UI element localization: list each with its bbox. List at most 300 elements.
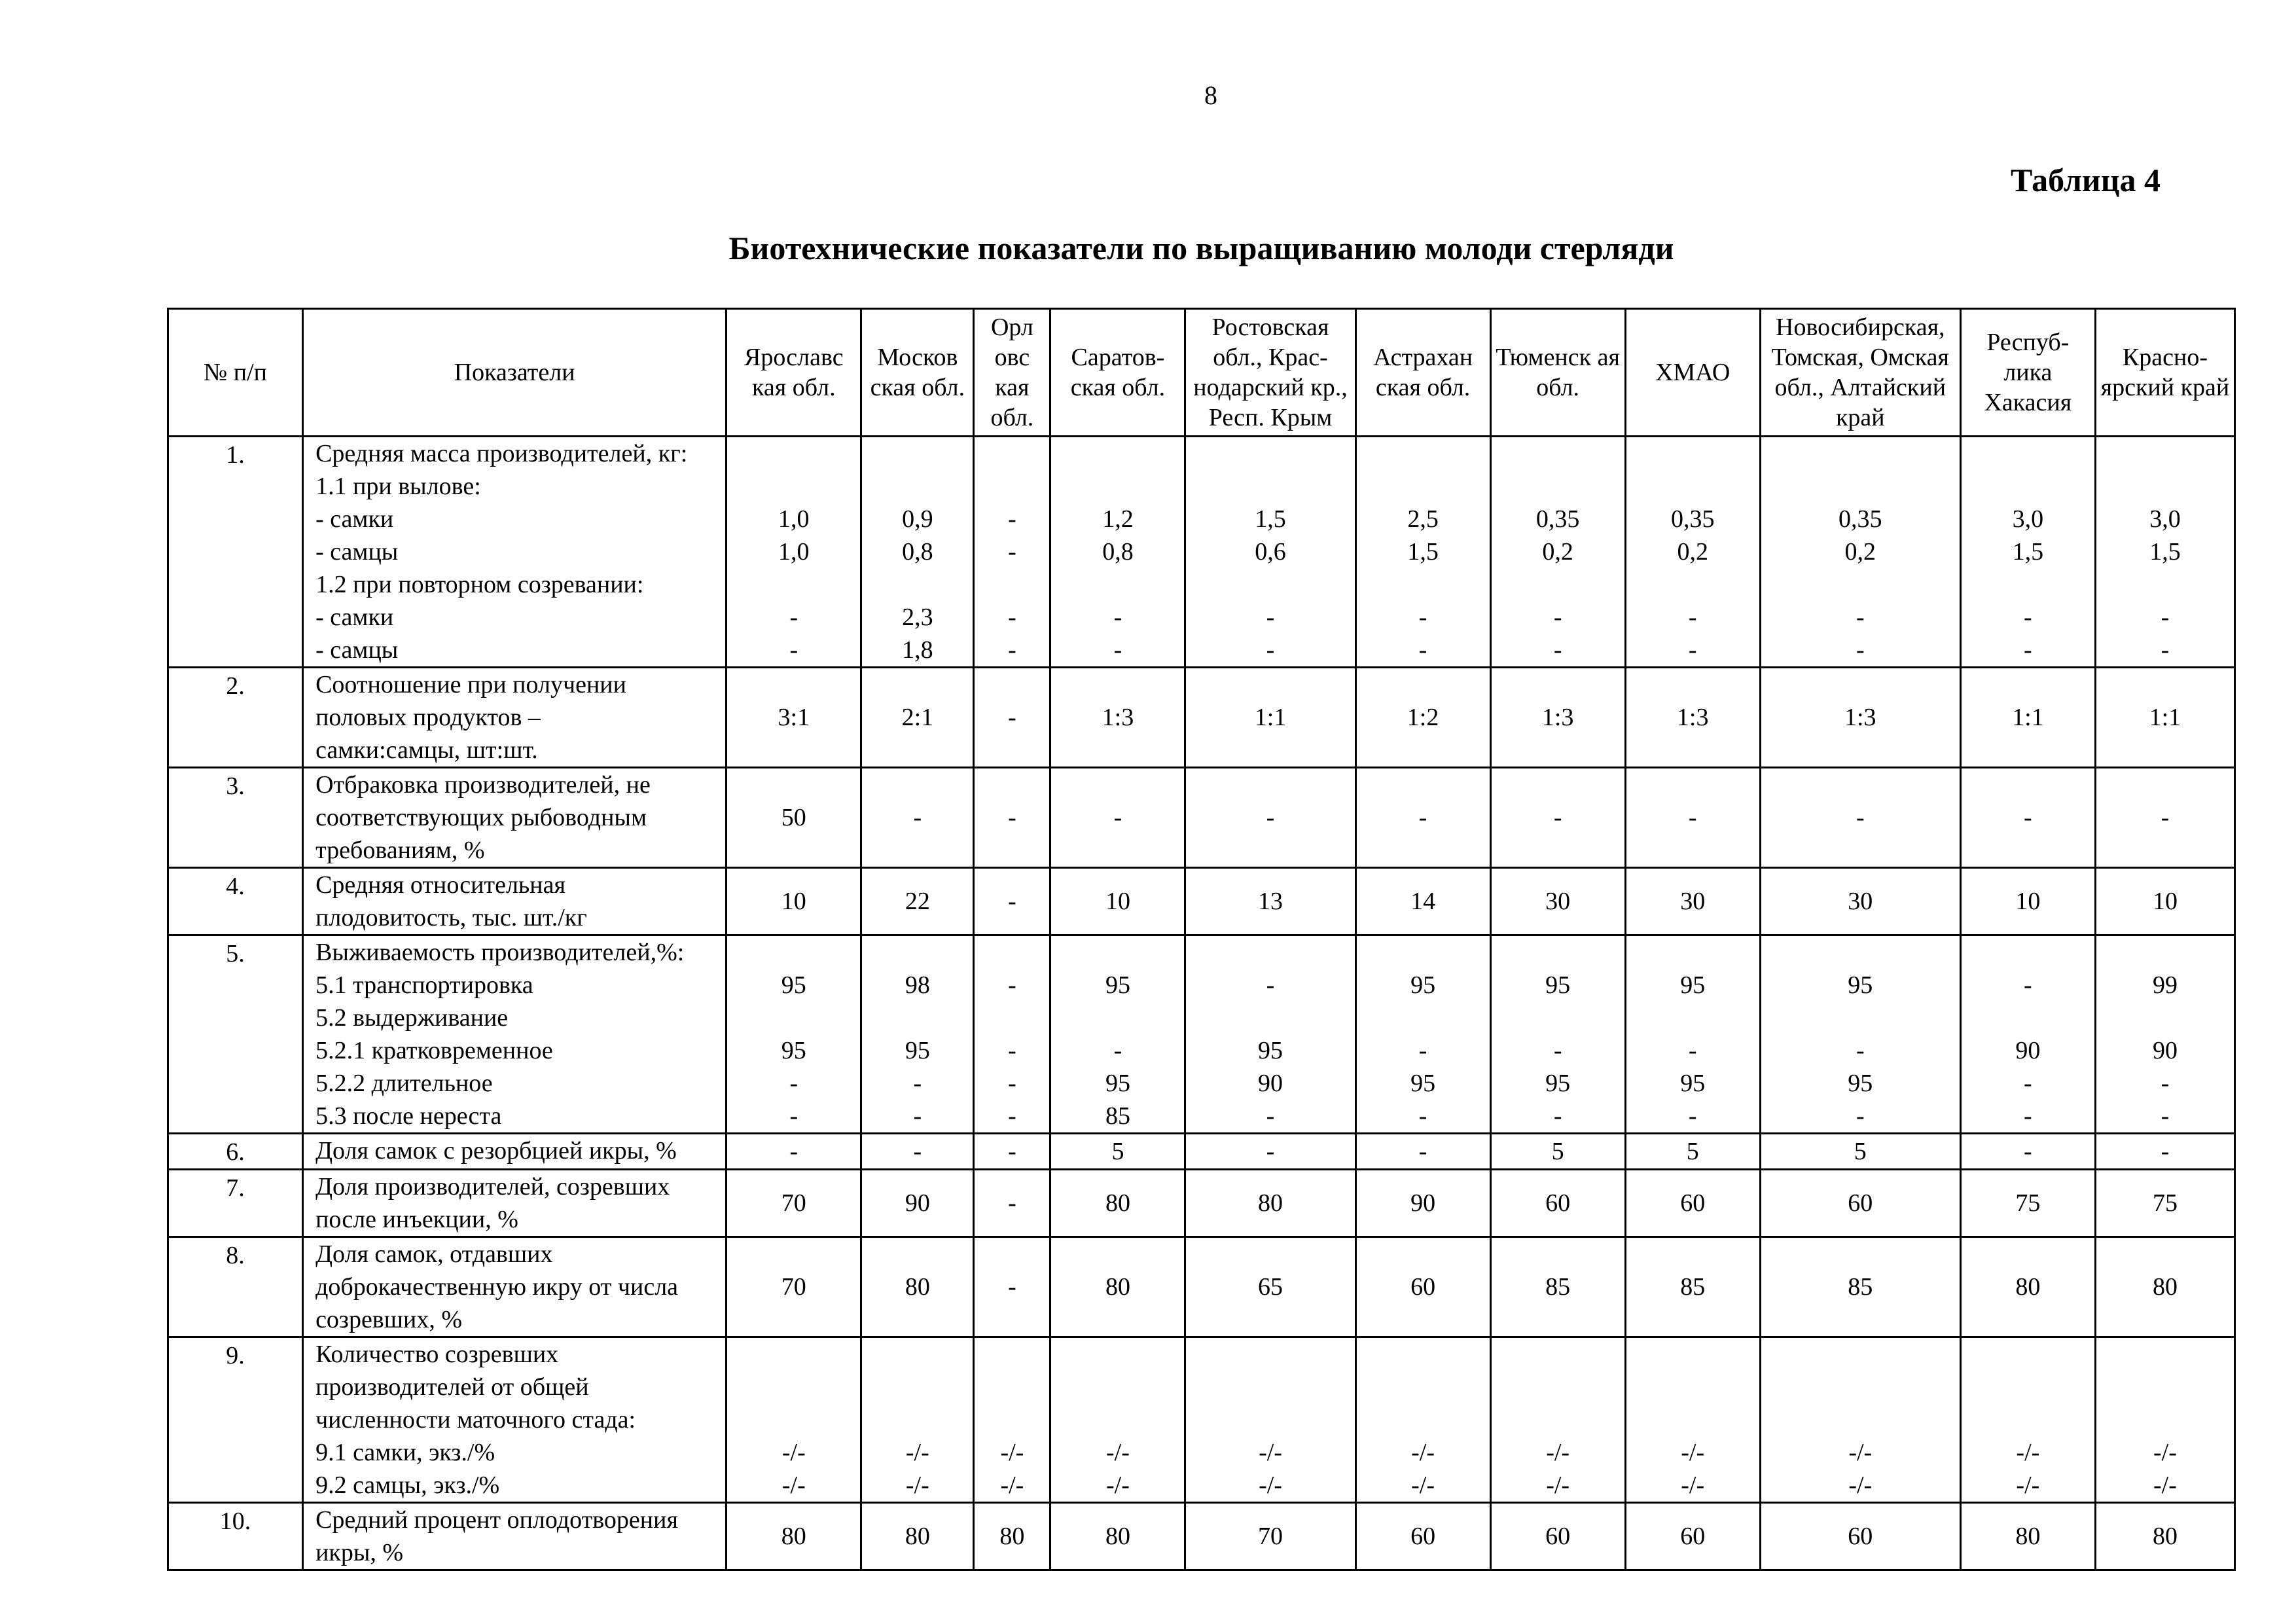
value-line: -: [1418, 1037, 1427, 1064]
value-line: 22: [905, 888, 930, 915]
value-line: 1,5: [1255, 505, 1286, 533]
value-cell: [1760, 437, 1960, 668]
value-line: 1,5: [1407, 538, 1439, 566]
value-line: -: [2161, 1070, 2170, 1097]
header-cell-khakassia: Респуб-лика Хакасия: [1960, 309, 2095, 437]
value-line: 10: [2015, 888, 2041, 915]
value-cell: [1185, 868, 1355, 935]
indicator-line: икры, %: [315, 1539, 404, 1566]
value-line: -: [1418, 1138, 1427, 1165]
value-line: 0,35: [1535, 505, 1580, 533]
value-cell: [1625, 1170, 1760, 1237]
value-line: [1630, 437, 1755, 470]
value-cell: [1355, 935, 1490, 1134]
value-line: 70: [781, 1273, 806, 1301]
value-line: -/-: [1000, 1439, 1024, 1466]
value-line: 85: [1680, 1273, 1706, 1301]
value-line: 0,35: [1670, 505, 1715, 533]
table-row: [168, 868, 2235, 935]
value-line: [978, 1338, 1045, 1371]
value-line: -: [1418, 604, 1427, 631]
value-line: [1965, 1371, 2090, 1403]
value-cell: [1185, 1170, 1355, 1237]
value-cell: [1760, 868, 1960, 935]
value-line: 3:1: [778, 704, 810, 731]
document-title: Биотехнические показатели по выращиванию молоди стерляди: [728, 230, 1674, 266]
value-line: -/-: [905, 1439, 929, 1466]
value-line: [1361, 1371, 1486, 1403]
value-cell: [1185, 768, 1355, 868]
value-cell: [1760, 1337, 1960, 1503]
value-line: [1361, 1338, 1486, 1371]
page-number: 8: [1204, 81, 1217, 110]
indicator-line: самки:самцы, шт:шт.: [315, 736, 538, 764]
value-line: 90: [2152, 1037, 2178, 1064]
indicator-line: 9.1 самки, экз./%: [315, 1439, 495, 1466]
value-line: [1965, 470, 2090, 503]
value-line: 0,35: [1839, 505, 1882, 533]
table-label: Таблица 4: [2010, 162, 2161, 198]
indicator-line: 5.2 выдерживание: [315, 1004, 509, 1032]
value-line: 1,2: [1102, 505, 1134, 533]
value-line: [978, 1001, 1045, 1034]
value-line: -: [913, 804, 922, 831]
value-line: -: [1553, 1102, 1562, 1130]
value-line: [1055, 1371, 1180, 1403]
value-line: -: [1008, 1070, 1016, 1097]
value-line: 95: [1105, 971, 1130, 999]
value-cell: [2095, 1170, 2234, 1237]
value-line: -: [1266, 804, 1275, 831]
value-line: [1965, 936, 2090, 969]
value-line: 1:1: [2012, 704, 2044, 731]
value-cell: [1185, 1337, 1355, 1503]
value-cell: [861, 1337, 974, 1503]
row-number-cell: 7.: [168, 1170, 303, 1237]
table-row: [168, 668, 2235, 768]
value-line: -: [2024, 804, 2032, 831]
value-line: 70: [1258, 1523, 1283, 1550]
value-line: [866, 437, 969, 470]
header-cell-num: № п/п: [168, 309, 303, 437]
table-body: [168, 437, 2235, 1570]
value-line: [1965, 568, 2090, 601]
value-cell: [974, 668, 1050, 768]
value-line: 5: [1686, 1138, 1699, 1165]
value-line: [1055, 936, 1180, 969]
value-line: [1765, 1001, 1956, 1034]
value-line: -: [1553, 604, 1562, 631]
value-cell: [1185, 437, 1355, 668]
value-line: [1361, 568, 1486, 601]
value-cell: [1355, 1134, 1490, 1170]
value-line: [1765, 470, 1956, 503]
value-cell: [1625, 868, 1760, 935]
value-line: [1361, 1001, 1486, 1034]
value-line: 85: [1848, 1273, 1873, 1301]
value-cell: [861, 668, 974, 768]
value-cell: [1490, 935, 1625, 1134]
value-line: [1190, 936, 1350, 969]
value-line: -: [1266, 1102, 1275, 1130]
indicator-line: половых продуктов –: [315, 704, 541, 731]
value-cell: [861, 437, 974, 668]
value-line: [978, 470, 1045, 503]
value-line: 10: [1105, 888, 1130, 915]
indicator-line: требованиям, %: [315, 837, 485, 864]
value-cell: [1760, 768, 1960, 868]
value-cell: [861, 868, 974, 935]
value-line: -: [2161, 604, 2170, 631]
value-line: 60: [1410, 1273, 1436, 1301]
value-line: [1496, 1001, 1621, 1034]
value-line: -: [1418, 804, 1427, 831]
table-row: [168, 437, 2235, 668]
value-cell: [1185, 668, 1355, 768]
row-number-cell: 1.: [168, 437, 303, 668]
value-cell: [1050, 437, 1185, 668]
value-cell: [2095, 1237, 2234, 1337]
value-line: -/-: [2153, 1471, 2177, 1499]
value-line: -: [1418, 636, 1427, 664]
indicator-line: Средний процент оплодотворения: [315, 1506, 678, 1534]
indicator-line: 1.1 при вылове:: [315, 473, 481, 500]
value-line: -: [789, 1138, 798, 1165]
indicator-line: плодовитость, тыс. шт./кг: [315, 904, 587, 931]
value-line: [1055, 1403, 1180, 1436]
value-cell: [974, 768, 1050, 868]
value-line: 5: [1111, 1138, 1124, 1165]
indicator-line: Доля производителей, созревших: [315, 1173, 670, 1200]
indicator-line: 5.3 после нереста: [315, 1102, 502, 1130]
value-line: 95: [781, 1037, 806, 1064]
value-line: [2100, 470, 2230, 503]
indicator-line: 5.1 транспортировка: [315, 971, 533, 999]
value-cell: [1185, 1134, 1355, 1170]
value-line: 80: [2152, 1273, 2178, 1301]
value-cell: [726, 1170, 861, 1237]
value-line: 60: [1545, 1523, 1571, 1550]
value-line: -: [1856, 1102, 1865, 1130]
value-line: [1190, 1403, 1350, 1436]
value-cell: [1050, 1237, 1185, 1337]
value-line: 2:1: [901, 704, 934, 731]
value-cell: [974, 1134, 1050, 1170]
value-line: [2100, 936, 2230, 969]
header-cell-tyumen: Тюменск ая обл.: [1490, 309, 1625, 437]
value-cell: [1625, 1503, 1760, 1570]
value-cell: [1355, 1337, 1490, 1503]
value-line: -: [2161, 1102, 2170, 1130]
value-line: [1190, 1338, 1350, 1371]
indicator-line: Количество созревших: [315, 1341, 559, 1368]
value-line: 1,0: [778, 538, 810, 566]
value-cell: [2095, 868, 2234, 935]
value-line: 80: [781, 1523, 806, 1550]
value-line: -: [1008, 538, 1016, 566]
value-line: 1:1: [2149, 704, 2181, 731]
value-line: [978, 936, 1045, 969]
value-line: -: [1553, 804, 1562, 831]
value-line: 95: [905, 1037, 930, 1064]
value-line: 80: [1258, 1189, 1283, 1217]
header-cell-saratov: Саратов-ская обл.: [1050, 309, 1185, 437]
indicator-cell: [303, 668, 726, 768]
value-line: [1190, 470, 1350, 503]
value-cell: [1490, 668, 1625, 768]
indicator-line: соответствующих рыбоводным: [315, 804, 647, 831]
value-line: 1:2: [1407, 704, 1439, 731]
header-cell-oryol: Орл овс кая обл.: [974, 309, 1050, 437]
value-line: 80: [905, 1523, 930, 1550]
indicator-line: Доля самок с резорбцией икры, %: [315, 1137, 677, 1164]
value-line: [866, 568, 969, 601]
indicator-cell: [303, 868, 726, 935]
value-line: -/-: [1259, 1471, 1282, 1499]
value-line: -: [913, 1070, 922, 1097]
value-line: -: [1113, 804, 1122, 831]
value-line: -: [2024, 1138, 2032, 1165]
value-line: -: [1008, 604, 1016, 631]
value-line: -/-: [1411, 1471, 1435, 1499]
indicator-line: 9.2 самцы, экз./%: [315, 1471, 500, 1499]
value-line: -: [1008, 505, 1016, 533]
value-cell: [726, 1503, 861, 1570]
indicator-cell: [303, 1134, 726, 1170]
value-cell: [1625, 437, 1760, 668]
indicator-line: - самки: [315, 505, 394, 533]
value-line: -/-: [905, 1471, 929, 1499]
value-line: 75: [2015, 1189, 2041, 1217]
header-cell-astrakhan: Астрахан ская обл.: [1355, 309, 1490, 437]
value-line: [1630, 936, 1755, 969]
value-line: 95: [1258, 1037, 1283, 1064]
value-line: 80: [2152, 1523, 2178, 1550]
value-line: 80: [1105, 1273, 1130, 1301]
value-line: -: [1266, 1138, 1275, 1165]
value-cell: [1050, 935, 1185, 1134]
value-cell: [1625, 668, 1760, 768]
value-line: [731, 1338, 856, 1371]
value-line: 90: [1258, 1070, 1283, 1097]
indicator-line: созревших, %: [315, 1306, 462, 1333]
value-line: 60: [1848, 1523, 1873, 1550]
value-line: 1:3: [1102, 704, 1134, 731]
value-line: -: [1266, 604, 1275, 631]
value-cell: [1355, 868, 1490, 935]
value-line: [1630, 1403, 1755, 1436]
value-line: -/-: [1000, 1471, 1024, 1499]
value-line: -: [1113, 636, 1122, 664]
value-cell: [861, 1237, 974, 1337]
value-line: [866, 1371, 969, 1403]
row-number-cell: 10.: [168, 1503, 303, 1570]
value-cell: [1490, 768, 1625, 868]
value-cell: [1960, 768, 2095, 868]
value-line: -/-: [2016, 1439, 2040, 1466]
header-cell-indicator: Показатели: [303, 309, 726, 437]
value-cell: [1490, 1170, 1625, 1237]
value-line: -: [1688, 604, 1697, 631]
indicator-line: 5.2.1 кратковременное: [315, 1037, 553, 1064]
indicator-line: - самцы: [315, 636, 399, 664]
value-line: [1630, 568, 1755, 601]
value-line: [1496, 1338, 1621, 1371]
value-line: [1055, 470, 1180, 503]
value-cell: [1050, 1134, 1185, 1170]
value-line: 95: [1848, 1070, 1873, 1097]
value-line: -: [2161, 636, 2170, 664]
table-row: [168, 1503, 2235, 1570]
value-line: [978, 1371, 1045, 1403]
table-row: [168, 1170, 2235, 1237]
value-line: [1055, 568, 1180, 601]
row-number-cell: 3.: [168, 768, 303, 868]
value-line: 95: [1680, 1070, 1706, 1097]
value-line: [866, 1001, 969, 1034]
value-line: 60: [1680, 1189, 1706, 1217]
value-line: -: [789, 636, 798, 664]
value-line: -: [789, 1070, 798, 1097]
value-line: -/-: [1848, 1439, 1873, 1466]
value-line: -: [789, 604, 798, 631]
table-row: [168, 1134, 2235, 1170]
value-cell: [726, 868, 861, 935]
indicator-line: Средняя масса производителей, кг:: [315, 440, 688, 467]
value-line: 1:3: [1541, 704, 1574, 731]
value-line: 60: [1680, 1523, 1706, 1550]
value-cell: [1760, 1503, 1960, 1570]
value-cell: [1625, 1134, 1760, 1170]
value-cell: [1960, 1337, 2095, 1503]
value-cell: [1760, 668, 1960, 768]
value-line: -: [1008, 1138, 1016, 1165]
row-number-cell: 8.: [168, 1237, 303, 1337]
value-line: 30: [1848, 888, 1873, 915]
indicator-line: 1.2 при повторном созревании:: [315, 571, 644, 598]
indicator-line: Средняя относительная: [315, 871, 565, 899]
indicator-line: - самцы: [315, 538, 399, 566]
value-line: 0,2: [1844, 538, 1876, 566]
value-line: [1361, 437, 1486, 470]
table-row: [168, 1237, 2235, 1337]
value-line: 50: [781, 804, 806, 831]
value-line: [978, 568, 1045, 601]
value-line: [978, 437, 1045, 470]
value-line: 60: [1410, 1523, 1436, 1550]
value-line: [1190, 1371, 1350, 1403]
value-line: -/-: [1681, 1471, 1705, 1499]
value-line: 10: [781, 888, 806, 915]
value-line: 75: [2152, 1189, 2178, 1217]
value-cell: [1625, 935, 1760, 1134]
value-line: [1630, 1371, 1755, 1403]
value-line: -: [1266, 971, 1275, 999]
indicator-line: 5.2.2 длительное: [315, 1070, 493, 1097]
value-line: -: [1856, 636, 1865, 664]
value-cell: [1355, 1237, 1490, 1337]
value-line: [1765, 1371, 1956, 1403]
value-line: 13: [1258, 888, 1283, 915]
value-cell: [2095, 668, 2234, 768]
value-line: 0,8: [902, 538, 933, 566]
value-line: [2100, 1403, 2230, 1436]
value-line: [2100, 1338, 2230, 1371]
value-line: [1496, 1403, 1621, 1436]
value-cell: [861, 1170, 974, 1237]
value-line: [1496, 437, 1621, 470]
value-cell: [726, 1237, 861, 1337]
value-cell: [1050, 868, 1185, 935]
value-cell: [726, 1134, 861, 1170]
value-cell: [2095, 1134, 2234, 1170]
value-line: -: [1688, 1037, 1697, 1064]
value-line: 65: [1258, 1273, 1283, 1301]
value-cell: [974, 1503, 1050, 1570]
value-line: 80: [2015, 1273, 2041, 1301]
value-cell: [861, 768, 974, 868]
value-line: -: [2024, 1102, 2032, 1130]
value-line: 90: [905, 1189, 930, 1217]
value-cell: [1490, 1134, 1625, 1170]
value-cell: [1960, 1237, 2095, 1337]
value-line: -: [1113, 1037, 1122, 1064]
table-row: [168, 768, 2235, 868]
value-line: 80: [1105, 1189, 1130, 1217]
indicator-cell: [303, 1237, 726, 1337]
value-line: 85: [1105, 1102, 1130, 1130]
value-line: -/-: [1546, 1439, 1570, 1466]
indicator-line: численности маточного стада:: [315, 1406, 636, 1434]
value-line: -: [2024, 604, 2032, 631]
value-cell: [861, 935, 974, 1134]
value-cell: [1960, 437, 2095, 668]
value-cell: [1760, 1237, 1960, 1337]
value-line: [1361, 936, 1486, 969]
value-line: -/-: [1106, 1439, 1130, 1466]
value-line: -: [1008, 1273, 1016, 1301]
value-cell: [1960, 1134, 2095, 1170]
value-line: 3,0: [2149, 505, 2181, 533]
indicators-table: [167, 308, 2236, 1571]
value-cell: [1355, 1503, 1490, 1570]
value-line: -/-: [781, 1439, 806, 1466]
value-line: [2100, 1001, 2230, 1034]
value-cell: [1960, 1170, 2095, 1237]
value-line: -: [789, 1102, 798, 1130]
value-cell: [1355, 1170, 1490, 1237]
value-line: -: [913, 1138, 922, 1165]
value-line: 80: [999, 1523, 1025, 1550]
value-line: [1765, 936, 1956, 969]
value-cell: [1960, 935, 2095, 1134]
value-line: 2,5: [1407, 505, 1439, 533]
value-line: [1496, 568, 1621, 601]
value-cell: [2095, 1503, 2234, 1570]
value-line: [1965, 1001, 2090, 1034]
value-line: 95: [781, 971, 806, 999]
value-cell: [2095, 437, 2234, 668]
value-cell: [1185, 1237, 1355, 1337]
value-line: [1765, 1403, 1956, 1436]
value-line: -/-: [2016, 1471, 2040, 1499]
value-line: [1190, 1001, 1350, 1034]
value-line: -: [1008, 804, 1016, 831]
value-line: 1:3: [1676, 704, 1709, 731]
table-row: [168, 935, 2235, 1134]
value-line: -: [1553, 1037, 1562, 1064]
value-line: [1496, 936, 1621, 969]
